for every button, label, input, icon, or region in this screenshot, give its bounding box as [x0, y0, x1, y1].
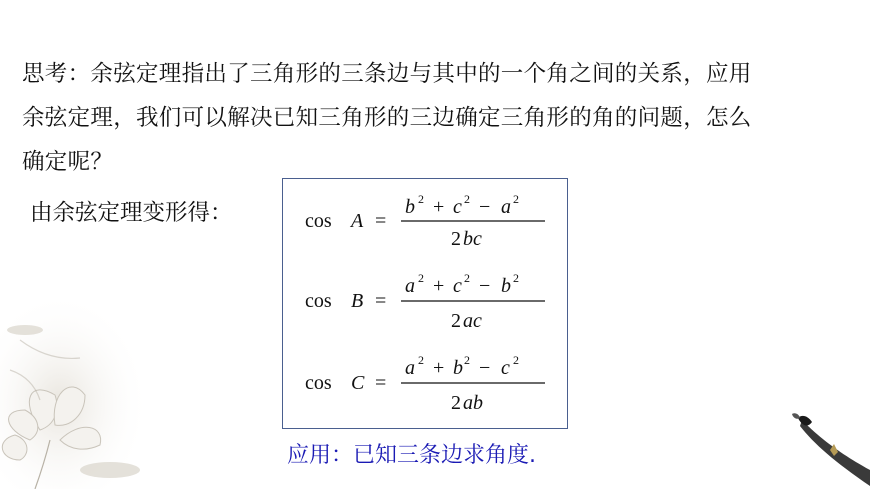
num-exp-3: 2	[513, 271, 519, 285]
den-coef: 2	[451, 392, 461, 414]
num-exp-2: 2	[464, 192, 470, 206]
num-exp-1: 2	[418, 271, 424, 285]
formula-cos-b	[305, 271, 545, 332]
num-var-3: a	[501, 196, 511, 218]
question-paragraph	[22, 52, 842, 184]
angle-label: C	[351, 372, 365, 394]
equals-sign: =	[375, 210, 387, 232]
num-exp-2: 2	[464, 271, 470, 285]
formula-cos-c	[305, 353, 545, 414]
num-op-2: −	[479, 196, 491, 218]
num-var-2: c	[453, 275, 462, 297]
num-op-1: +	[433, 357, 445, 379]
num-var-2: c	[453, 196, 462, 218]
num-var-2: b	[453, 357, 463, 379]
formula-cos-a	[305, 192, 545, 250]
den-coef: 2	[451, 310, 461, 332]
angle-label: A	[351, 210, 364, 232]
num-var-1: a	[405, 275, 415, 297]
num-exp-1: 2	[418, 353, 424, 367]
num-op-1: +	[433, 275, 445, 297]
application-note: 应用：已知三条边求角度.	[287, 443, 536, 468]
den-vars: ac	[463, 310, 482, 332]
num-var-1: b	[405, 196, 415, 218]
num-op-1: +	[433, 196, 445, 218]
num-exp-3: 2	[513, 192, 519, 206]
num-var-3: b	[501, 275, 511, 297]
num-var-1: a	[405, 357, 415, 379]
num-exp-2: 2	[464, 353, 470, 367]
den-vars: ab	[463, 392, 483, 414]
equals-sign: =	[375, 290, 387, 312]
brush-decoration	[790, 400, 870, 489]
den-coef: 2	[451, 228, 461, 250]
formula-box	[282, 178, 568, 429]
angle-label: B	[351, 290, 364, 312]
formula-svg	[283, 179, 566, 427]
paragraph-line-3: 确定呢？	[22, 149, 114, 175]
paragraph-line-1: 思考：余弦定理指出了三角形的三条边与其中的一个角之间的关系，应用	[22, 61, 752, 87]
lotus-flower-decoration	[0, 300, 150, 489]
num-op-2: −	[479, 275, 491, 297]
num-exp-1: 2	[418, 192, 424, 206]
cos-label: cos	[305, 290, 332, 312]
lead-text: 由余弦定理变形得：	[30, 200, 233, 226]
num-op-2: −	[479, 357, 491, 379]
num-exp-3: 2	[513, 353, 519, 367]
cos-label: cos	[305, 210, 332, 232]
equals-sign: =	[375, 372, 387, 394]
den-vars: bc	[463, 228, 482, 250]
paragraph-line-2: 余弦定理，我们可以解决已知三角形的三边确定三角形的角的问题，怎么	[22, 105, 752, 131]
cos-label: cos	[305, 372, 332, 394]
num-var-3: c	[501, 357, 510, 379]
